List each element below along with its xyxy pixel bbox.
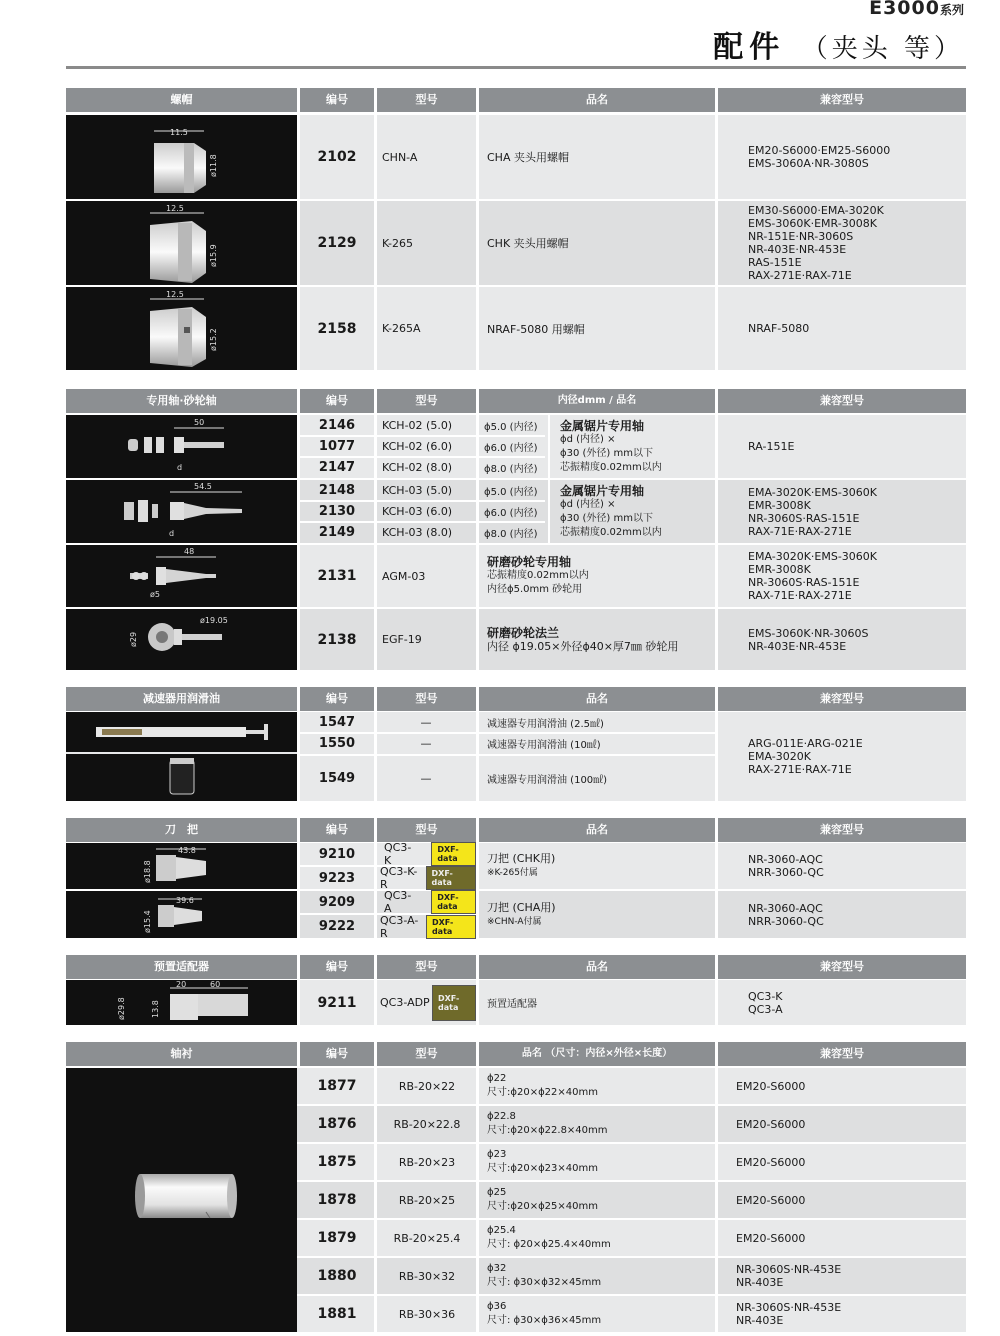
svg-text:13.8: 13.8 bbox=[151, 1000, 160, 1018]
svg-text:39.6: 39.6 bbox=[176, 896, 194, 905]
svg-text:11.5: 11.5 bbox=[170, 128, 188, 137]
header-compat: 兼容型号 bbox=[718, 818, 966, 842]
table-header bbox=[66, 88, 966, 112]
bushing-image bbox=[66, 1068, 297, 1332]
nut-image bbox=[66, 287, 297, 370]
item-model: — bbox=[420, 771, 432, 785]
header-code: 编号 bbox=[300, 818, 374, 842]
item-name: ϕ36 尺寸: ϕ30×ϕ36×45mm bbox=[487, 1301, 602, 1326]
item-code: 1878 bbox=[317, 1192, 357, 1208]
dxf-data-link[interactable]: DXF-data bbox=[426, 866, 476, 890]
item-compat: EM20-S6000 bbox=[736, 1155, 806, 1169]
section-grease bbox=[66, 687, 966, 801]
header-name: 品名 （尺寸：内径×外径×长度） bbox=[479, 1042, 715, 1066]
svg-text:ø29.8: ø29.8 bbox=[117, 997, 126, 1020]
item-code: 1875 bbox=[317, 1154, 357, 1170]
item-code: 1876 bbox=[317, 1116, 357, 1132]
table-row bbox=[297, 1144, 966, 1180]
table-header bbox=[66, 687, 966, 711]
header-name: 品名 bbox=[479, 818, 715, 842]
item-name: ϕ32 尺寸: ϕ30×ϕ32×45mm bbox=[487, 1263, 602, 1288]
item-code: 1880 bbox=[317, 1268, 357, 1284]
header-rule bbox=[66, 66, 966, 69]
item-code: 9222 bbox=[318, 919, 356, 934]
inner-diameter: ϕ5.0 (内径) bbox=[484, 486, 538, 498]
item-code: 1879 bbox=[317, 1230, 357, 1246]
table-row-group bbox=[66, 843, 966, 889]
header-category: 专用轴·砂轮轴 bbox=[66, 389, 297, 413]
header-category: 预置适配器 bbox=[66, 955, 297, 979]
item-model: AGM-03 bbox=[382, 569, 426, 583]
item-code: 2138 bbox=[317, 631, 357, 648]
dxf-data-link[interactable]: DXF-data bbox=[431, 842, 476, 866]
dxf-data-link[interactable]: DXF-data bbox=[431, 890, 476, 914]
item-name: ϕ25.4 尺寸: ϕ20×ϕ25.4×40mm bbox=[487, 1225, 611, 1250]
svg-text:d: d bbox=[169, 529, 175, 538]
item-compat: EM20-S6000 bbox=[736, 1117, 806, 1131]
header-model: 型号 bbox=[377, 955, 476, 979]
table-row bbox=[297, 1068, 966, 1104]
section-nut bbox=[66, 88, 966, 370]
item-model: KCH-03 (5.0) bbox=[382, 483, 453, 497]
item-compat: NR-3060S·NR-453E NR-403E bbox=[736, 1301, 842, 1327]
shaft-image bbox=[66, 415, 297, 478]
item-name: 刀把 (CHK用) ※K-265付属 bbox=[487, 852, 556, 878]
item-compat: EM20-S6000 bbox=[736, 1193, 806, 1207]
svg-text:d: d bbox=[177, 463, 183, 472]
item-compat: EM20-S6000 bbox=[736, 1231, 806, 1245]
item-name: CHA 夹头用螺帽 bbox=[487, 151, 569, 164]
item-code: 2131 bbox=[317, 568, 357, 584]
nut-image bbox=[66, 201, 297, 285]
svg-text:ø15.4: ø15.4 bbox=[143, 910, 152, 933]
inner-diameter: ϕ6.0 (内径) bbox=[484, 442, 538, 454]
svg-text:ø5: ø5 bbox=[150, 590, 160, 599]
item-code: 1550 bbox=[318, 736, 356, 751]
item-code: 1077 bbox=[318, 438, 356, 454]
item-model: K-265 bbox=[382, 236, 414, 250]
svg-text:ø15.2: ø15.2 bbox=[209, 328, 218, 351]
svg-text:48: 48 bbox=[184, 547, 195, 556]
page-title: 配件 （夹头 等） bbox=[713, 30, 964, 65]
item-model: RB-30×36 bbox=[398, 1307, 456, 1321]
header-model: 型号 bbox=[377, 88, 476, 112]
dxf-data-link[interactable]: DXF-data bbox=[426, 915, 476, 939]
item-model: KCH-03 (8.0) bbox=[382, 526, 453, 539]
item-code: 1881 bbox=[317, 1306, 357, 1322]
table-header bbox=[66, 1042, 966, 1066]
item-compat: NRAF-5080 bbox=[748, 322, 810, 335]
item-model: QC3-A DXF-data bbox=[376, 891, 476, 913]
header-model: 型号 bbox=[377, 1042, 476, 1066]
item-model: CHN-A bbox=[382, 150, 418, 164]
item-compat: EMA-3020K·EMS-3060K EMR-3008K NR-3060S·RAS-151E RAX-71E·RAX-271E bbox=[748, 550, 877, 602]
syringe-image bbox=[66, 712, 297, 752]
item-model: QC3-K-R DXF-data bbox=[376, 867, 476, 889]
table-header bbox=[66, 389, 966, 413]
svg-text:ø11.8: ø11.8 bbox=[209, 154, 218, 177]
adapter-image bbox=[66, 980, 297, 1025]
svg-text:54.5: 54.5 bbox=[194, 482, 212, 491]
header-compat: 兼容型号 bbox=[718, 389, 966, 413]
table-row bbox=[297, 1182, 966, 1218]
item-code: 9211 bbox=[317, 994, 357, 1011]
item-compat: EM20-S6000·EM25-S6000 EMS-3060A·NR-3080S bbox=[748, 144, 891, 170]
item-model: RB-20×22 bbox=[398, 1079, 456, 1093]
header-name: 内径dmm / 品名 bbox=[479, 389, 715, 413]
item-model: KCH-02 (5.0) bbox=[382, 418, 453, 432]
item-code: 2129 bbox=[317, 235, 357, 251]
table-row-group bbox=[66, 415, 966, 478]
item-compat: EM30-S6000·EMA-3020K EMS-3060K·EMR-3008K NR-151E·NR-3060S NR-403E·NR-453E RAS-151E RAX-271E·RAX-71E bbox=[748, 204, 884, 282]
dxf-data-link[interactable]: DXF-data bbox=[432, 985, 476, 1021]
table-row bbox=[66, 609, 966, 670]
page-header bbox=[0, 0, 1000, 70]
svg-text:ø29: ø29 bbox=[129, 631, 138, 647]
item-code: 9209 bbox=[318, 894, 356, 910]
svg-text:43.8: 43.8 bbox=[178, 846, 196, 855]
section-holder bbox=[66, 818, 966, 938]
item-code: 2158 bbox=[317, 320, 357, 337]
header-category: 刀 把 bbox=[66, 818, 297, 842]
header-name: 品名 bbox=[479, 687, 715, 711]
table-row-group bbox=[66, 712, 966, 801]
table-header bbox=[66, 955, 966, 979]
header-compat: 兼容型号 bbox=[718, 687, 966, 711]
header-model: 型号 bbox=[377, 687, 476, 711]
item-name: 减速器专用润滑油 (100㎖) bbox=[487, 774, 608, 786]
item-description: 研磨砂轮专用轴 芯振精度0.02mm以内 内径ϕ5.0mm 砂轮用 bbox=[487, 555, 589, 595]
header-category: 螺帽 bbox=[66, 88, 297, 112]
header-category: 减速器用润滑油 bbox=[66, 687, 297, 711]
svg-text:20: 20 bbox=[176, 980, 187, 989]
item-code: 1547 bbox=[318, 714, 356, 730]
header-name: 品名 bbox=[479, 955, 715, 979]
item-name: 减速器专用润滑油 (2.5㎖) bbox=[487, 718, 604, 730]
item-model: QC3-A-R DXF-data bbox=[376, 915, 476, 938]
item-compat: NR-3060S·NR-453E NR-403E bbox=[736, 1263, 842, 1289]
table-row bbox=[66, 545, 966, 607]
item-code: 1877 bbox=[317, 1078, 357, 1094]
table-row bbox=[297, 1296, 966, 1332]
header-category: 轴衬 bbox=[66, 1042, 297, 1066]
item-name: 减速器专用润滑油 (10㎖) bbox=[487, 740, 601, 751]
item-compat: EMS-3060K·NR-3060S NR-403E·NR-453E bbox=[748, 626, 869, 653]
table-row bbox=[297, 1258, 966, 1294]
header-code: 编号 bbox=[300, 687, 374, 711]
table-row bbox=[66, 201, 966, 285]
header-code: 编号 bbox=[300, 1042, 374, 1066]
item-compat: ARG-011E·ARG-021E EMA-3020K RAX-271E·RAX-71E bbox=[748, 737, 863, 776]
nut-image bbox=[66, 115, 297, 199]
holder-image bbox=[66, 891, 297, 938]
item-code: 2147 bbox=[318, 460, 356, 475]
section-shaft bbox=[66, 389, 966, 670]
table-row-group bbox=[66, 480, 966, 543]
table-row bbox=[66, 287, 966, 370]
header-model: 型号 bbox=[377, 818, 476, 842]
svg-text:ø15.9: ø15.9 bbox=[209, 244, 218, 267]
item-name: 预置适配器 bbox=[487, 999, 537, 1010]
table-row bbox=[297, 1220, 966, 1256]
item-name: ϕ22 尺寸:ϕ20×ϕ22×40mm bbox=[487, 1073, 598, 1098]
item-model: — bbox=[420, 737, 432, 750]
svg-text:ø18.8: ø18.8 bbox=[143, 860, 152, 883]
item-model: RB-30×32 bbox=[398, 1269, 456, 1283]
header-code: 编号 bbox=[300, 389, 374, 413]
item-code: 9223 bbox=[318, 870, 356, 886]
header-code: 编号 bbox=[300, 88, 374, 112]
series-label: E3000系列 bbox=[869, 0, 964, 19]
item-description: 研磨砂轮法兰 内径 ϕ19.05×外径ϕ40×厚7㎜ 砂轮用 bbox=[487, 625, 679, 653]
item-code: 1549 bbox=[318, 770, 356, 786]
header-name: 品名 bbox=[479, 88, 715, 112]
table-row bbox=[297, 1106, 966, 1142]
item-model: QC3-K DXF-data bbox=[376, 843, 476, 865]
item-model: EGF-19 bbox=[382, 633, 422, 646]
item-compat: RA-151E bbox=[748, 440, 795, 453]
item-name: CHK 夹头用螺帽 bbox=[487, 237, 569, 250]
inner-diameter: ϕ8.0 (内径) bbox=[484, 464, 538, 475]
item-model: — bbox=[420, 715, 432, 729]
table-row bbox=[66, 115, 966, 199]
svg-text:12.5: 12.5 bbox=[166, 290, 184, 299]
header-compat: 兼容型号 bbox=[718, 1042, 966, 1066]
item-compat: QC3-K QC3-A bbox=[748, 989, 783, 1016]
item-description: 金属锯片专用轴 ϕd (内径) × ϕ30 (外径) mm以下 芯振精度0.02mm以内 bbox=[560, 483, 662, 538]
table-row-group bbox=[66, 891, 966, 938]
item-model: KCH-02 (8.0) bbox=[382, 461, 453, 474]
item-code: 2146 bbox=[318, 417, 356, 433]
section-bushing bbox=[66, 1042, 966, 1332]
item-model: K-265A bbox=[382, 322, 421, 335]
item-model: KCH-02 (6.0) bbox=[382, 439, 453, 453]
section-adapter bbox=[66, 955, 966, 1025]
item-name: 刀把 (CHA用) ※CHN-A付属 bbox=[487, 900, 556, 927]
item-name: ϕ25 尺寸:ϕ20×ϕ25×40mm bbox=[487, 1187, 598, 1212]
container-image bbox=[66, 754, 297, 801]
flange-image bbox=[66, 609, 297, 670]
item-name: ϕ23 尺寸:ϕ20×ϕ23×40mm bbox=[487, 1149, 598, 1174]
table-header bbox=[66, 818, 966, 842]
table-row bbox=[66, 980, 966, 1025]
item-code: 2130 bbox=[318, 503, 356, 519]
header-code: 编号 bbox=[300, 955, 374, 979]
item-model: RB-20×25 bbox=[398, 1193, 456, 1207]
shaft-image bbox=[66, 480, 297, 543]
item-description: 金属锯片专用轴 ϕd (内径) × ϕ30 (外径) mm以下 芯振精度0.02mm以内 bbox=[560, 418, 662, 473]
svg-text:12.5: 12.5 bbox=[166, 204, 184, 213]
item-name: ϕ22.8 尺寸:ϕ20×ϕ22.8×40mm bbox=[487, 1111, 608, 1136]
inner-diameter: ϕ5.0 (内径) bbox=[484, 421, 538, 433]
item-code: 2149 bbox=[318, 525, 356, 540]
item-model: RB-20×22.8 bbox=[393, 1117, 461, 1131]
item-compat: EMA-3020K·EMS-3060K EMR-3008K NR-3060S·RAS-151E RAX-71E·RAX-271E bbox=[748, 485, 877, 538]
item-compat: NR-3060-AQC NRR-3060-QC bbox=[748, 901, 824, 928]
item-compat: EM20-S6000 bbox=[736, 1079, 806, 1093]
item-model: RB-20×23 bbox=[398, 1155, 456, 1169]
dxf-data-cell bbox=[432, 980, 476, 1025]
holder-image bbox=[66, 843, 297, 889]
inner-diameter: ϕ8.0 (内径) bbox=[484, 529, 538, 540]
item-code: 2102 bbox=[317, 149, 357, 165]
inner-diameter: ϕ6.0 (内径) bbox=[484, 507, 538, 519]
item-code: 9210 bbox=[318, 846, 356, 862]
item-compat: NR-3060-AQC NRR-3060-QC bbox=[748, 853, 824, 879]
svg-text:50: 50 bbox=[194, 418, 205, 427]
header-model: 型号 bbox=[377, 389, 476, 413]
item-name: NRAF-5080 用螺帽 bbox=[487, 322, 585, 336]
svg-text:ø19.05: ø19.05 bbox=[200, 616, 228, 625]
item-model: KCH-03 (6.0) bbox=[382, 504, 453, 518]
item-model: QC3-ADP bbox=[380, 996, 430, 1009]
shaft-image bbox=[66, 545, 297, 607]
header-compat: 兼容型号 bbox=[718, 88, 966, 112]
item-code: 2148 bbox=[318, 482, 356, 498]
svg-text:60: 60 bbox=[210, 980, 221, 989]
header-compat: 兼容型号 bbox=[718, 955, 966, 979]
item-model: RB-20×25.4 bbox=[393, 1231, 461, 1245]
